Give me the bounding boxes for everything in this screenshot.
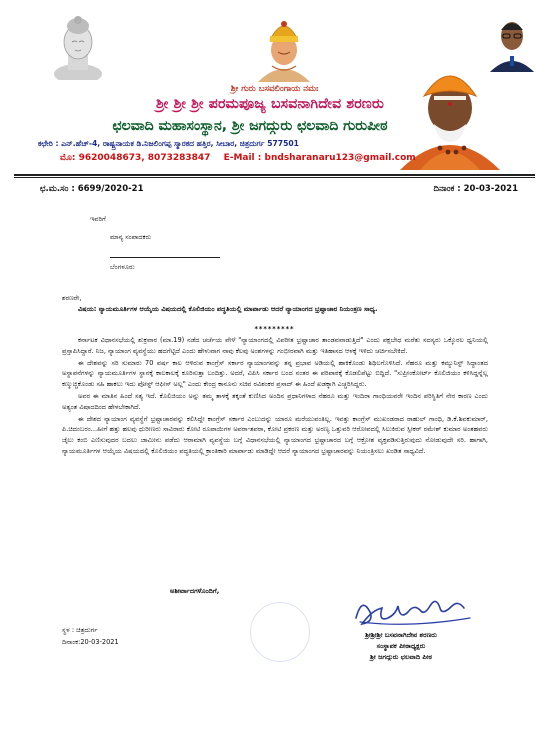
recipient-name: ಮಾನ್ಯ ಸಂಪಾದಕರು	[110, 233, 152, 241]
recipient-underline	[110, 257, 220, 258]
paragraph: ಈ ದೇಶದ ನ್ಯಾಯಾಂಗ ವ್ಯವಸ್ಥೆಗೆ ಭ್ರಷ್ಟಾಚಾರವನ್ನು ಕಲಿಸಿದ್ದೇ ಕಾಂಗ್ರೆಸ್ ಸರ್ಕಾರ ಎಂಬುದನ್ನು ಯಾರೂ ಮರೆಯುವಂತಿಲ್ಲ. ಇವತ್ತು ಕಾಂಗ್ರೆಸ್ ಮುಖಂಡರಾದ ರಾಹುಲ್ ಗಾಂಧಿ, ಡಿ.ಕೆ.ಶಿವಕುಮಾರ್, ಪಿ.ಚಿದಂಬರಂ...ಹೀಗೆ ಹತ್ತು ಹಲವು ಧುರೀಣರು ಸಾವಿರಾರು ಕೋಟಿ ರೂಪಾಯಿಗಳ ಅಪರಾ-ತಪರಾ, ಕೋಟಿ ಪ್ರಕರಣ ಮತ್ತು ಅರಣ್ಯ ಒತ್ತುವರಿ ಆರೋಪದಲ್ಲಿ ಸಿಲುಕಿರುವ ಸ್ಪೀಕರ್ ರಮೇಶ್ ಕುಮಾರ ಅಂತಹವರು ಜೈಲು ಕಂಬಿ ಎಣಿಸುವುದರ ಬದಲು ಜಾಮೀನು ಪಡೆದು ಆರಾಮಾಗಿ ವ್ಯವಸ್ಥೆಯ ಬಗ್ಗೆ ವಿಧಾನಸಭೆಯಲ್ಲಿ ನ್ಯಾಯಾಂಗದ ಭ್ರಷ್ಟಾಚಾರದ ಬಗ್ಗೆ ಆಕ್ರೋಶ ವ್ಯಕ್ತಪಡಿಸುತ್ತಿರುವುದು ನೋಡುವುದೇ ಸರಿ. ಹಾಗಾಗಿ, ನ್ಯಾಯಮೂರ್ತಿಗಳ ಆಯ್ಕೆಯ ವಿಷಯದಲ್ಲಿ ಕೊಲಿಜಿಯಂ ಪದ್ಧತಿಯಲ್ಲಿ ಕ್ರಾಂತಿಕಾರಿ ಮಾರ್ಪಾಡು ಮಾಡಿದ್ದೇ ಆದರೆ ನ್ಯಾಯಾಂಗದ ಭ್ರಷ್ಟಾಚಾರವನ್ನು ನಿಯಂತ್ರಿಸಲು ಖಂಡಿತ ಸಾಧ್ಯವಿದೆ.	[62, 414, 488, 455]
date-value: 20-03-2021	[463, 184, 518, 194]
header-rule-thin	[14, 177, 535, 178]
phone-label: ಮೊ:	[60, 153, 76, 163]
signer-name: ಶ್ರೀಶ್ರೀಶ್ರೀ ಬಸವನಾಗಿದೇವ ಶರಣರು	[365, 631, 437, 639]
signer-institution: ಶ್ರೀ ಜಗದ್ಗುರು ಛಲವಾದಿ ಪೀಠ	[369, 653, 433, 661]
organization-name: ಶ್ರೀ ಶ್ರೀ ಶ್ರೀ ಪರಮಪೂಜ್ಯ ಬಸವನಾಗಿದೇವ ಶರಣರು	[155, 96, 384, 112]
signer-designation: ಸಂಸ್ಥಾಪಕ ಪೀಠಾಧ್ಯಕ್ಷರು	[376, 642, 426, 650]
subject-line: ವಿಷಯ: ನ್ಯಾಯಮೂರ್ತಿಗಳ ಆಯ್ಕೆಯ ವಿಷಯದಲ್ಲಿ ಕೊಲಿಜಿಯಂ ಪದ್ಧತಿಯಲ್ಲಿ ಮಾರ್ಪಾಡು ಆದರೆ ನ್ಯಾಯಾಂಗದ ಭ್ರಷ್ಟಾಚಾರ ನಿಯಂತ್ರಣ ಸಾಧ್ಯ.	[78, 305, 378, 313]
office-address: ಕಛೇರಿ : ಎನ್.ಹೆಚ್-4, ರಾಷ್ಟ್ರನಾಯಕ ಡಿ.ನಿಜಲಿಂಗಪ್ಪ ಸ್ಮಾರಕದ ಹತ್ತಿರ, ಸೀಬಾರ, ಚಿತ್ರದುರ್ಗ 577501	[38, 139, 299, 148]
letterhead	[0, 0, 549, 172]
faint-seal	[250, 602, 310, 662]
reference-label: ಛ.ಮ.ಸಂ :	[40, 184, 75, 194]
signer-block	[326, 630, 476, 663]
organization-title: ಛಲವಾದಿ ಮಹಾಸಂಸ್ಥಾನ, ಶ್ರೀ ಜಗದ್ಗುರು ಛಲವಾದಿ ಗುರುಪೀಠ	[112, 118, 388, 134]
date-label: ದಿನಾಂಕ :	[433, 184, 461, 194]
email-label: E-Mail :	[223, 153, 262, 163]
recipient-to: ಇವರಿಗೆ	[90, 215, 106, 223]
closing-line: ಅಶೀರ್ವಾದಗಳೊಂದಿಗೆ,	[170, 587, 220, 595]
paragraph: ಕರ್ನಾಟಕ ವಿಧಾನಸಭೆಯಲ್ಲಿ ಶುಕ್ರವಾರ (ಮಾ.19) ನಡೆದ ಚರ್ಚೆಯ ವೇಳೆ "ನ್ಯಾಯಾಂಗದಲ್ಲಿ ವಿಪರೀತ ಭ್ರಷ್ಟಾಚಾರ ತಾಂಡವವಾಡುತ್ತಿದೆ" ಎಂದು ಪಕ್ಷಬೇಧ ಮರೆತು ಸದಸ್ಯರು ಒಕ್ಕೊರಲ ಧ್ವನಿಯಲ್ಲಿ ಪ್ರಸ್ತಾಪಿಸಿದ್ದಾರೆ. ನಿಜ, ನ್ಯಾಯಾಂಗ ವ್ಯವಸ್ಥೆಯು ಹದಗೆಟ್ಟಿದೆ ಎಂದು ಹೇಳುವಾಗ ನಾವು ಕೆಲವು ಅಂಶಗಳನ್ನು ಗಂಭೀರವಾಗಿ ಮತ್ತು ಇತಿಹಾಸದ ಆಳಕ್ಕೆ ಇಳಿದು ಚರ್ಚಿಸಬೇಕಿದೆ.	[62, 336, 488, 355]
salutation: ಶರಣರೇ,	[62, 294, 82, 302]
separator-stars: *********	[254, 325, 295, 333]
letter-date	[433, 184, 518, 194]
letter-paragraphs	[62, 335, 488, 458]
place-line: ಸ್ಥಳ : ಚಿತ್ರದುರ್ಗ	[62, 626, 98, 634]
invocation-line: ಶ್ರೀ ಗುರು ಬಸವಲಿಂಗಾಯ ನಮಃ	[230, 84, 319, 94]
reference-number	[40, 184, 143, 194]
handwritten-signature	[350, 592, 480, 630]
reference-value: 6699/2020-21	[77, 184, 144, 194]
paragraph: ಈ ದೇಶವನ್ನು ಸರಿ ಸುಮಾರು 70 ವರ್ಷ ಕಾಲ ಆಳಿರುವ ಕಾಂಗ್ರೆಸ್ ಸರ್ಕಾರ ನ್ಯಾಯಾಂಗವನ್ನು ತನ್ನ ಪ್ರಭಾವ ಅಡಿಯಲ್ಲಿ ಹಾಕಿಕೊಂಡು ಶಿಥಿಲಗೊಳಿಸಿದೆ. ನೆಹರೂ ಮತ್ತು ಕಮ್ಯುನಿಸ್ಟ್ ಸಿದ್ಧಾಂತದ ಅಸ್ಥಾಪನೆಗಳನ್ನು ನ್ಯಾಯಮೂರ್ತಿಗಳ ಸ್ಥಾನಕ್ಕೆ ಕಾಲಕಾಲಕ್ಕೆ ಕೂರಿಸುತ್ತಾ ಬಂದಿತ್ತು. ಅದರೆ, ವಿಪಿಸಿ ಸರ್ಕಾರ ಬಂದ ನಂತರ ಈ ಪರಿಪಾಠಕ್ಕೆ ಕೊಡಲಿಪೆಟ್ಟು ಬಿದ್ದಿದೆ. "ಸುಪ್ರೀಂಕೋರ್ಟ್ ಕೊಲಿಜಿಯಂ ಕಳಿಸಿದ್ದನ್ನೆಲ್ಲ ಕಣ್ಮುಚ್ಚಿಕೊಂಡು ಸಹಿ ಹಾಕಲು ಇದು ಪೋಸ್ಟ್ ಆಫೀಸ್ ಅಲ್ಲ" ಎಂದು ಕೇಂದ್ರ ಕಾನೂನು ಸಚಿವ ರವಿಶಂಕರ ಪ್ರಸಾದ್ ಈ ಹಿಂದೆ ಖಡಕ್ಕಾಗಿ ಎಚ್ಚರಿಸಿದ್ದರು.	[62, 358, 488, 389]
recipient-city: ಬೆಂಗಳೂರು	[110, 263, 135, 271]
date-line: ದಿನಾಂಕ:20-03-2021	[62, 638, 119, 646]
phone-numbers: 9620048673, 8073283847	[78, 153, 211, 163]
buddha-portrait	[52, 14, 104, 80]
paragraph: ಅವರ ಈ ಮಾತಿನ ಹಿಂದೆ ಸತ್ಯ ಇದೆ. ಕೊಲಿಜಿಯಂ ಅನ್ನು ತಮ್ಮ ತಾಳಕ್ಕೆ ತಕ್ಕಂತೆ ಕುಣಿಸಿದ ಅಂದಿನ ಪ್ರಧಾನಿಗಳಾದ ನೆಹರೂ ಮತ್ತು ಇಂದಿರಾ ಗಾಂಧಿಯವರೇ ಇಂದಿನ ಪರಿಸ್ಥಿತಿಗೆ ನೇರ ಕಾರಣ ಎಂದು ಅತ್ಯಂತ ವಿಷಾದದಿಂದ ಹೇಳಬೇಕಾಗಿದೆ.	[62, 391, 488, 411]
basavanna-portrait	[252, 12, 316, 82]
email-address[interactable]: bndsharanaru123@gmail.com	[264, 153, 416, 163]
header-rule	[14, 174, 535, 176]
contact-line	[60, 153, 460, 163]
